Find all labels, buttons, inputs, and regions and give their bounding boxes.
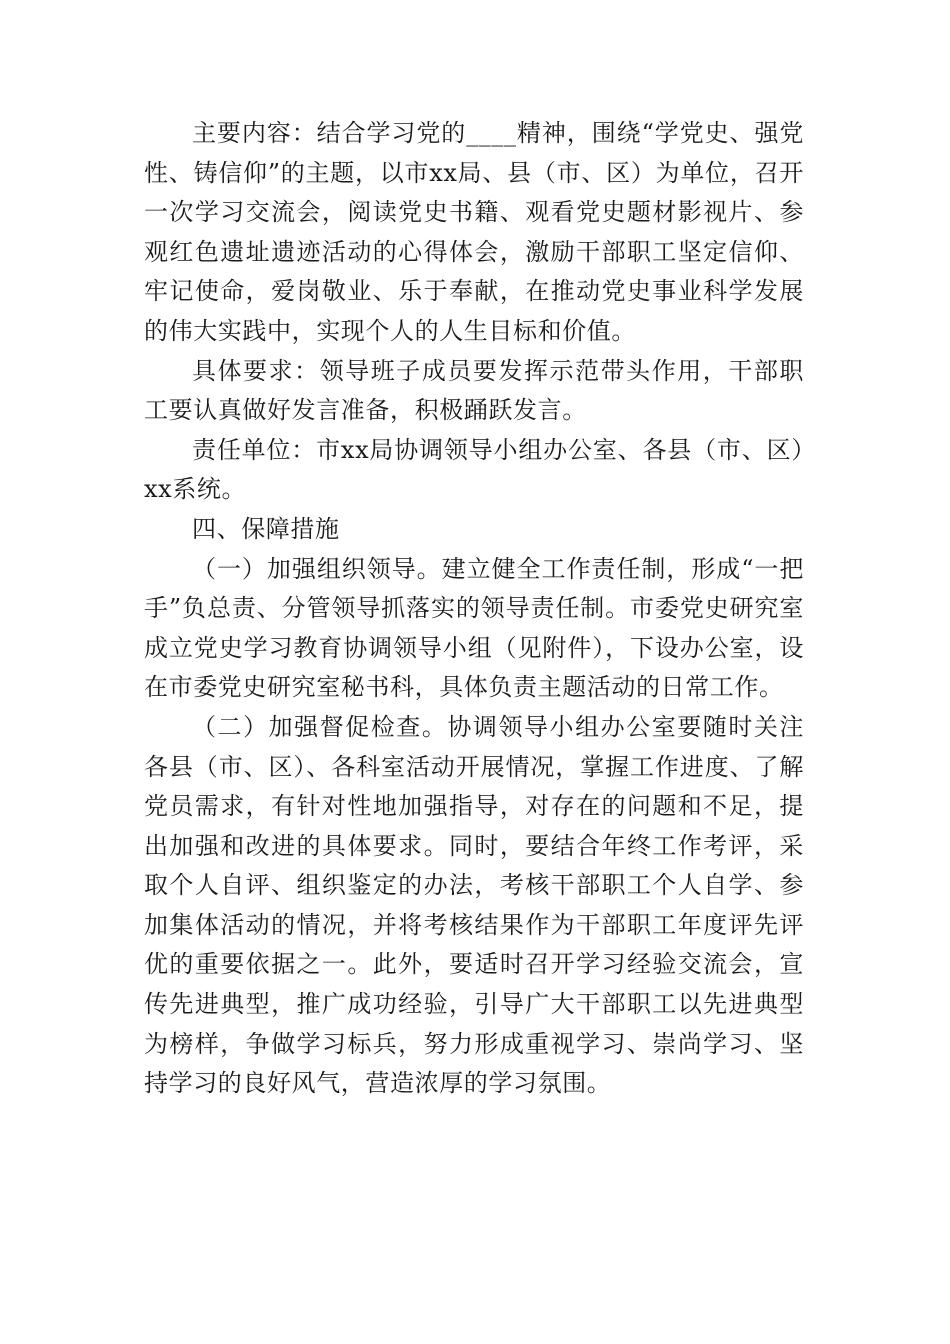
paragraph-requirements: 具体要求：领导班子成员要发挥示范带头作用，干部职工要认真做好发言准备，积极踊跃发言。 — [144, 356, 804, 425]
paragraph-responsible-unit: 责任单位：市xx局协调领导小组办公室、各县（市、区）xx系统。 — [144, 435, 804, 504]
paragraph-main-content: 主要内容：结合学习党的____精神，围绕“学党史、强党性、铸信仰”的主题，以市xx局、县（市、区）为单位，召开一次学习交流会，阅读党史书籍、观看党史题材影视片、参观红色遗址遗迹活动的心得体会，激励干部职工坚定信仰、牢记使命，爱岗敬业、乐于奉献，在推动党史事业科学发展的伟大实践中，实现个人的人生目标和价值。 — [144, 119, 804, 345]
paragraph-measure-organization: （一）加强组织领导。建立健全工作责任制，形成“一把手”负总责、分管领导抓落实的领导责任制。市委党史研究室成立党史学习教育协调领导小组（见附件），下设办公室，设在市委党史研究室秘书科，具体负责主题活动的日常工作。 — [144, 554, 804, 702]
document-body — [144, 114, 804, 1104]
paragraph-measure-supervision: （二）加强督促检查。协调领导小组办公室要随时关注各县（市、区）、各科室活动开展情况，掌握工作进度、了解党员需求，有针对性地加强指导，对存在的问题和不足，提出加强和改进的具体要求。同时，要结合年终工作考评，采取个人自评、组织鉴定的办法，考核干部职工个人自学、参加集体活动的情况，并将考核结果作为干部职工年度评先评优的重要依据之一。此外，要适时召开学习经验交流会，宣传先进典型，推广成功经验，引导广大干部职工以先进典型为榜样，争做学习标兵，努力形成重视学习、崇尚学习、坚持学习的良好风气，营造浓厚的学习氛围。 — [144, 712, 804, 1098]
section-heading-safeguards: 四、保障措施 — [192, 514, 340, 543]
